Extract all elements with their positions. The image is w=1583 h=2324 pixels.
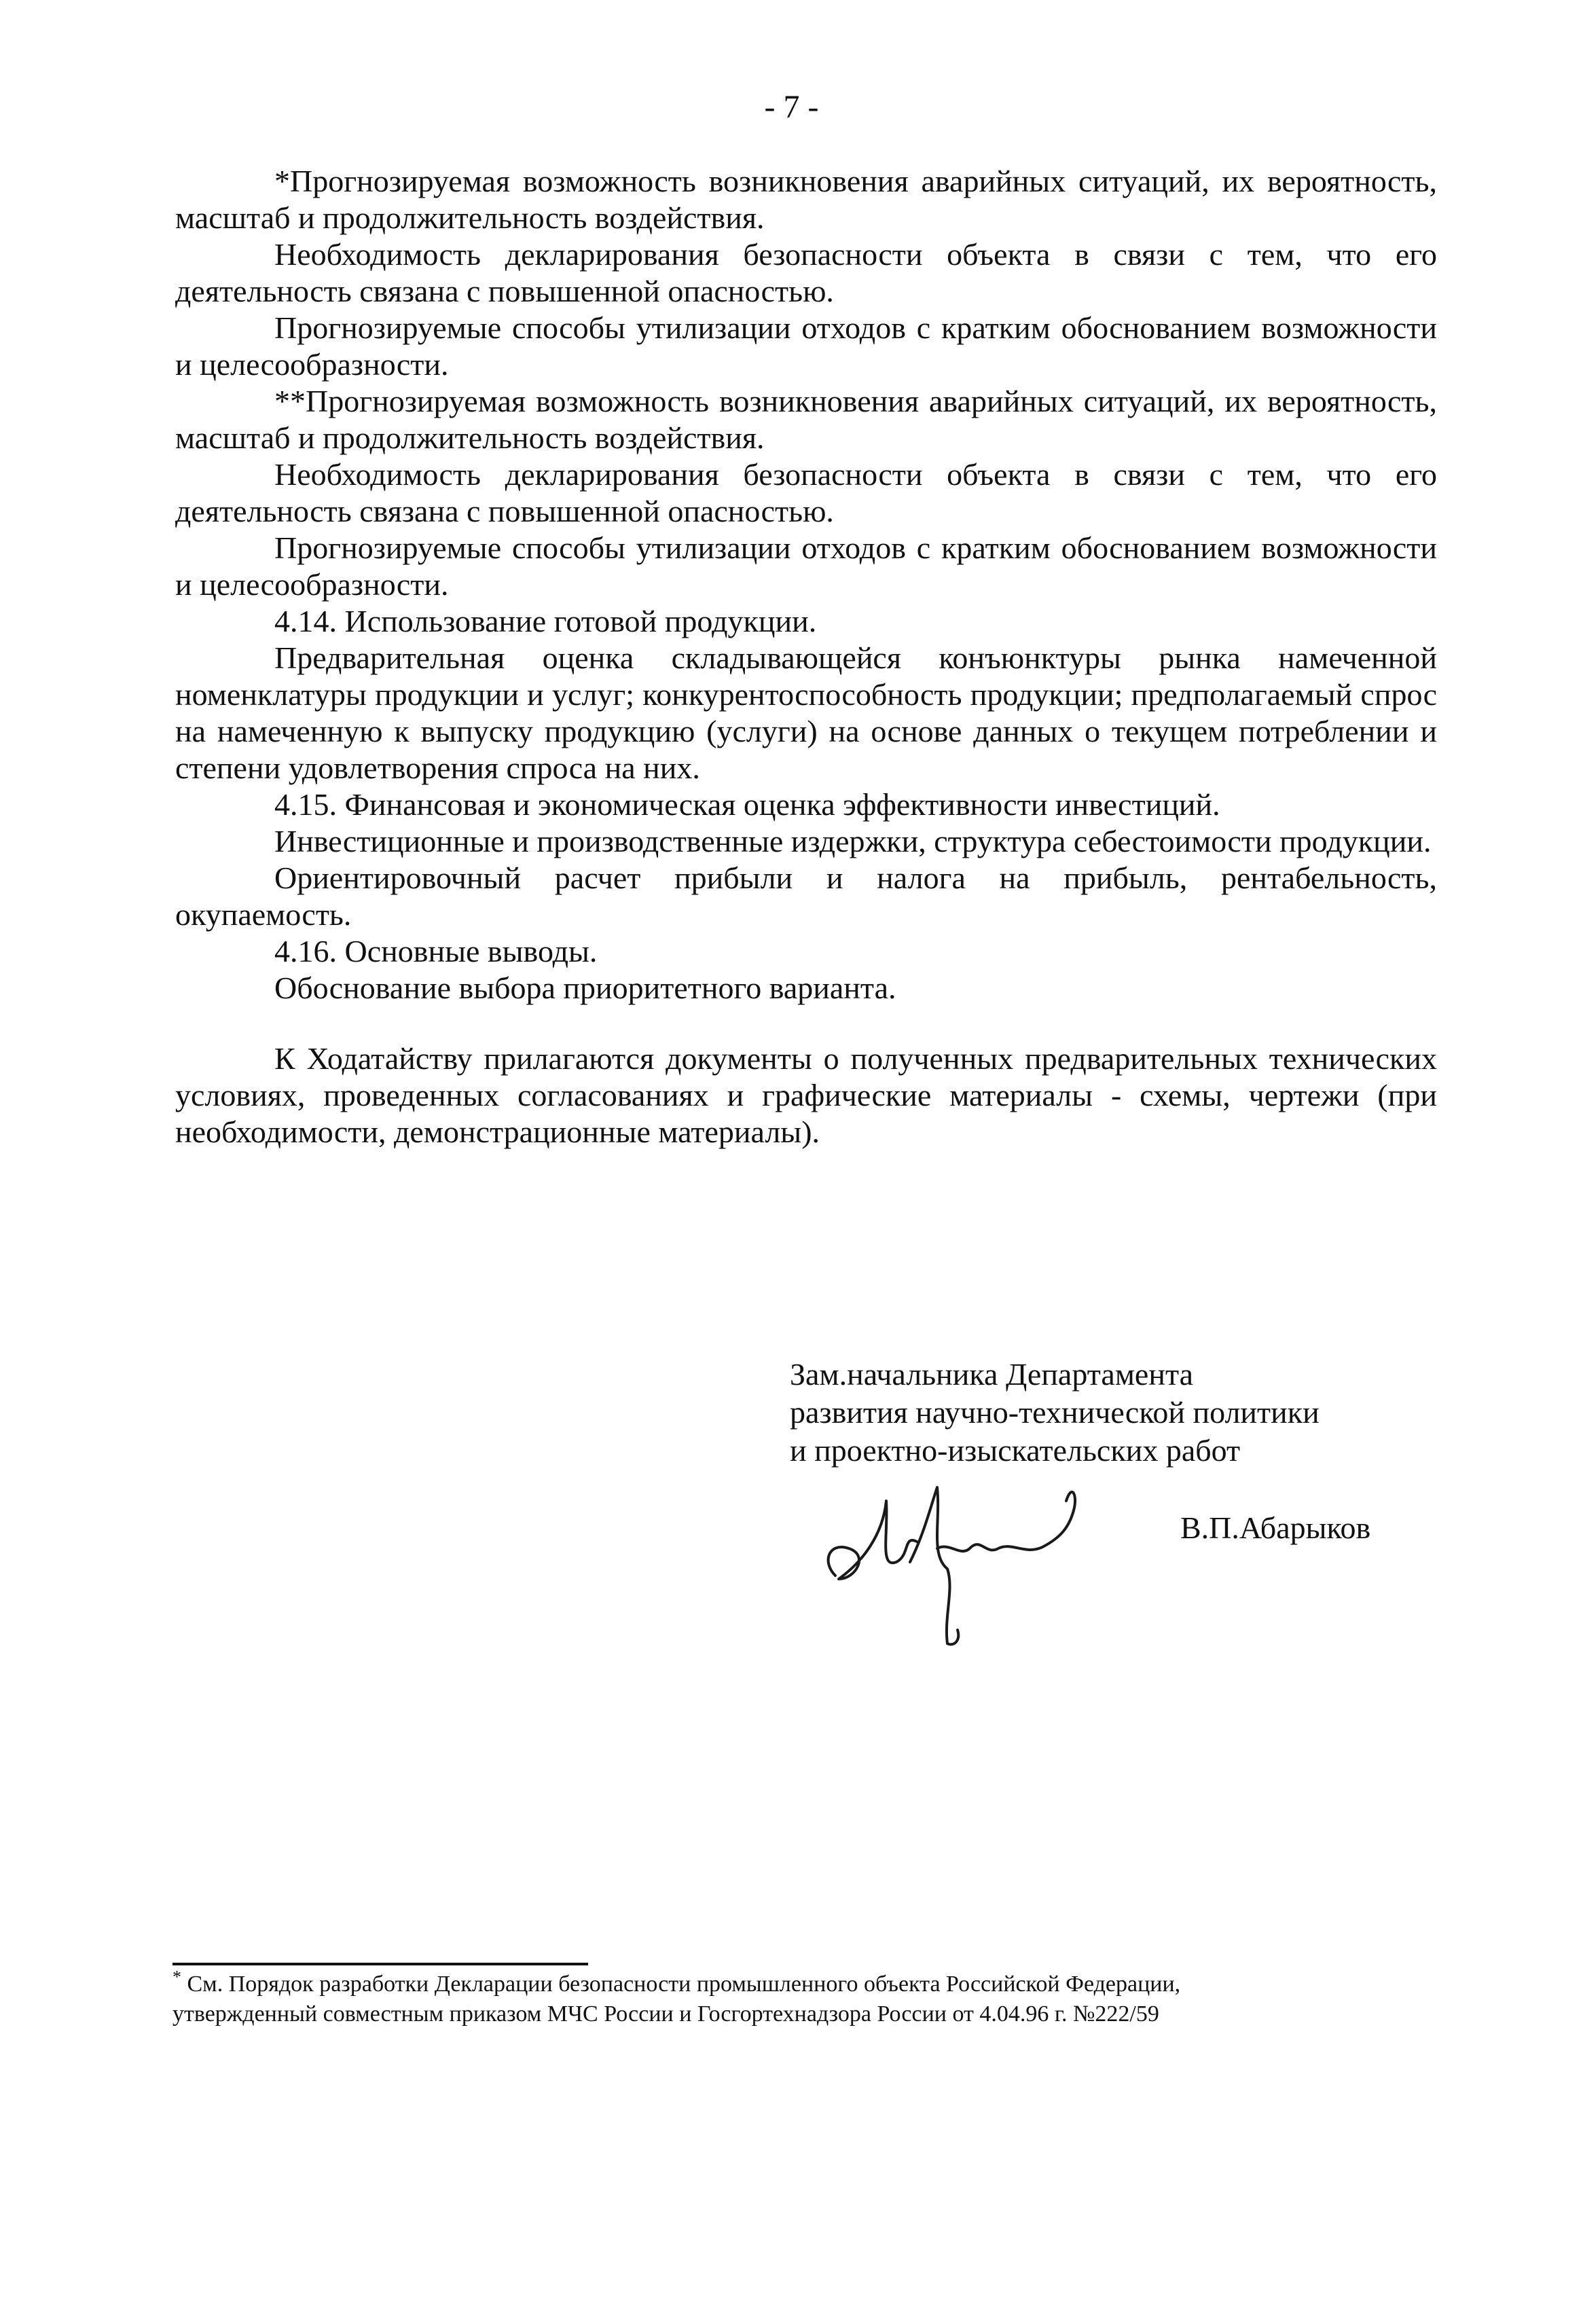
signer-name: В.П.Абарыков: [1180, 1510, 1371, 1545]
section-heading: 4.16. Основные выводы.: [274, 934, 598, 968]
paragraph: Обоснование выбора приоритетного варианта.: [274, 970, 896, 1005]
footnote-marker: *: [172, 1967, 181, 1987]
signature-block: [790, 1356, 1469, 1470]
signer-title-line: и проектно-изыскательских работ: [790, 1433, 1241, 1468]
paragraph: Инвестиционные и производственные издержки, структура себестоимости продукции.: [274, 824, 1432, 858]
handwritten-signature: [808, 1460, 1093, 1664]
paragraph: Прогнозируемые способы утилизации отходов с кратким обоснованием возможности и целесообразности.: [175, 310, 1437, 382]
section-heading: 4.15. Финансовая и экономическая оценка эффективности инвестиций.: [274, 787, 1220, 822]
document-body: [175, 163, 1437, 1150]
signer-title-line: Зам.начальника Департамента: [790, 1357, 1194, 1392]
page-number: - 7 -: [764, 89, 819, 125]
footnote: [172, 1969, 1434, 2029]
paragraph: *Прогнозируемая возможность возникновения аварийных ситуаций, их вероятность, масштаб и продолжительность воздействия.: [175, 164, 1437, 235]
paragraph: **Прогнозируемая возможность возникновения аварийных ситуаций, их вероятность, масштаб и продолжительность воздействия.: [175, 384, 1437, 455]
paragraph: Необходимость декларирования безопасности объекта в связи с тем, что его деятельность связана с повышенной опасностью.: [175, 237, 1437, 308]
paragraph: Ориентировочный расчет прибыли и налога на прибыль, рентабельность, окупаемость.: [175, 860, 1437, 932]
paragraph-gap: [175, 1006, 1437, 1040]
attachments-paragraph: К Ходатайству прилагаются документы о полученных предварительных технических условиях, проведенных согласованиях и графические материалы - схемы, чертежи (при необходимости, демонстрационные материалы).: [175, 1041, 1437, 1149]
section-heading: 4.14. Использование готовой продукции.: [274, 604, 817, 638]
footnote-divider: [172, 1963, 588, 1965]
footnote-line: утвержденный совместным приказом МЧС России и Госгортехнадзора России от 4.04.96 г. №222/59: [172, 2001, 1159, 2027]
paragraph: Прогнозируемые способы утилизации отходов с кратким обоснованием возможности и целесообразности.: [175, 530, 1437, 602]
footnote-line: [172, 1969, 1434, 1999]
footnote-text: См. Порядок разработки Декларации безопасности промышленного объекта Российской Федерации,: [187, 1972, 1181, 1997]
signer-title-line: развития научно-технической политики: [790, 1395, 1320, 1430]
paragraph: Предварительная оценка складывающейся конъюнктуры рынка намеченной номенклатуры продукции и услуг; конкурентоспособность продукции; предполагаемый спрос на намеченную к выпуску продукцию (услуги) на основе данных о текущем потреблении и степени удовлетворения спроса на них.: [175, 640, 1437, 785]
paragraph: Необходимость декларирования безопасности объекта в связи с тем, что его деятельность связана с повышенной опасностью.: [175, 457, 1437, 528]
